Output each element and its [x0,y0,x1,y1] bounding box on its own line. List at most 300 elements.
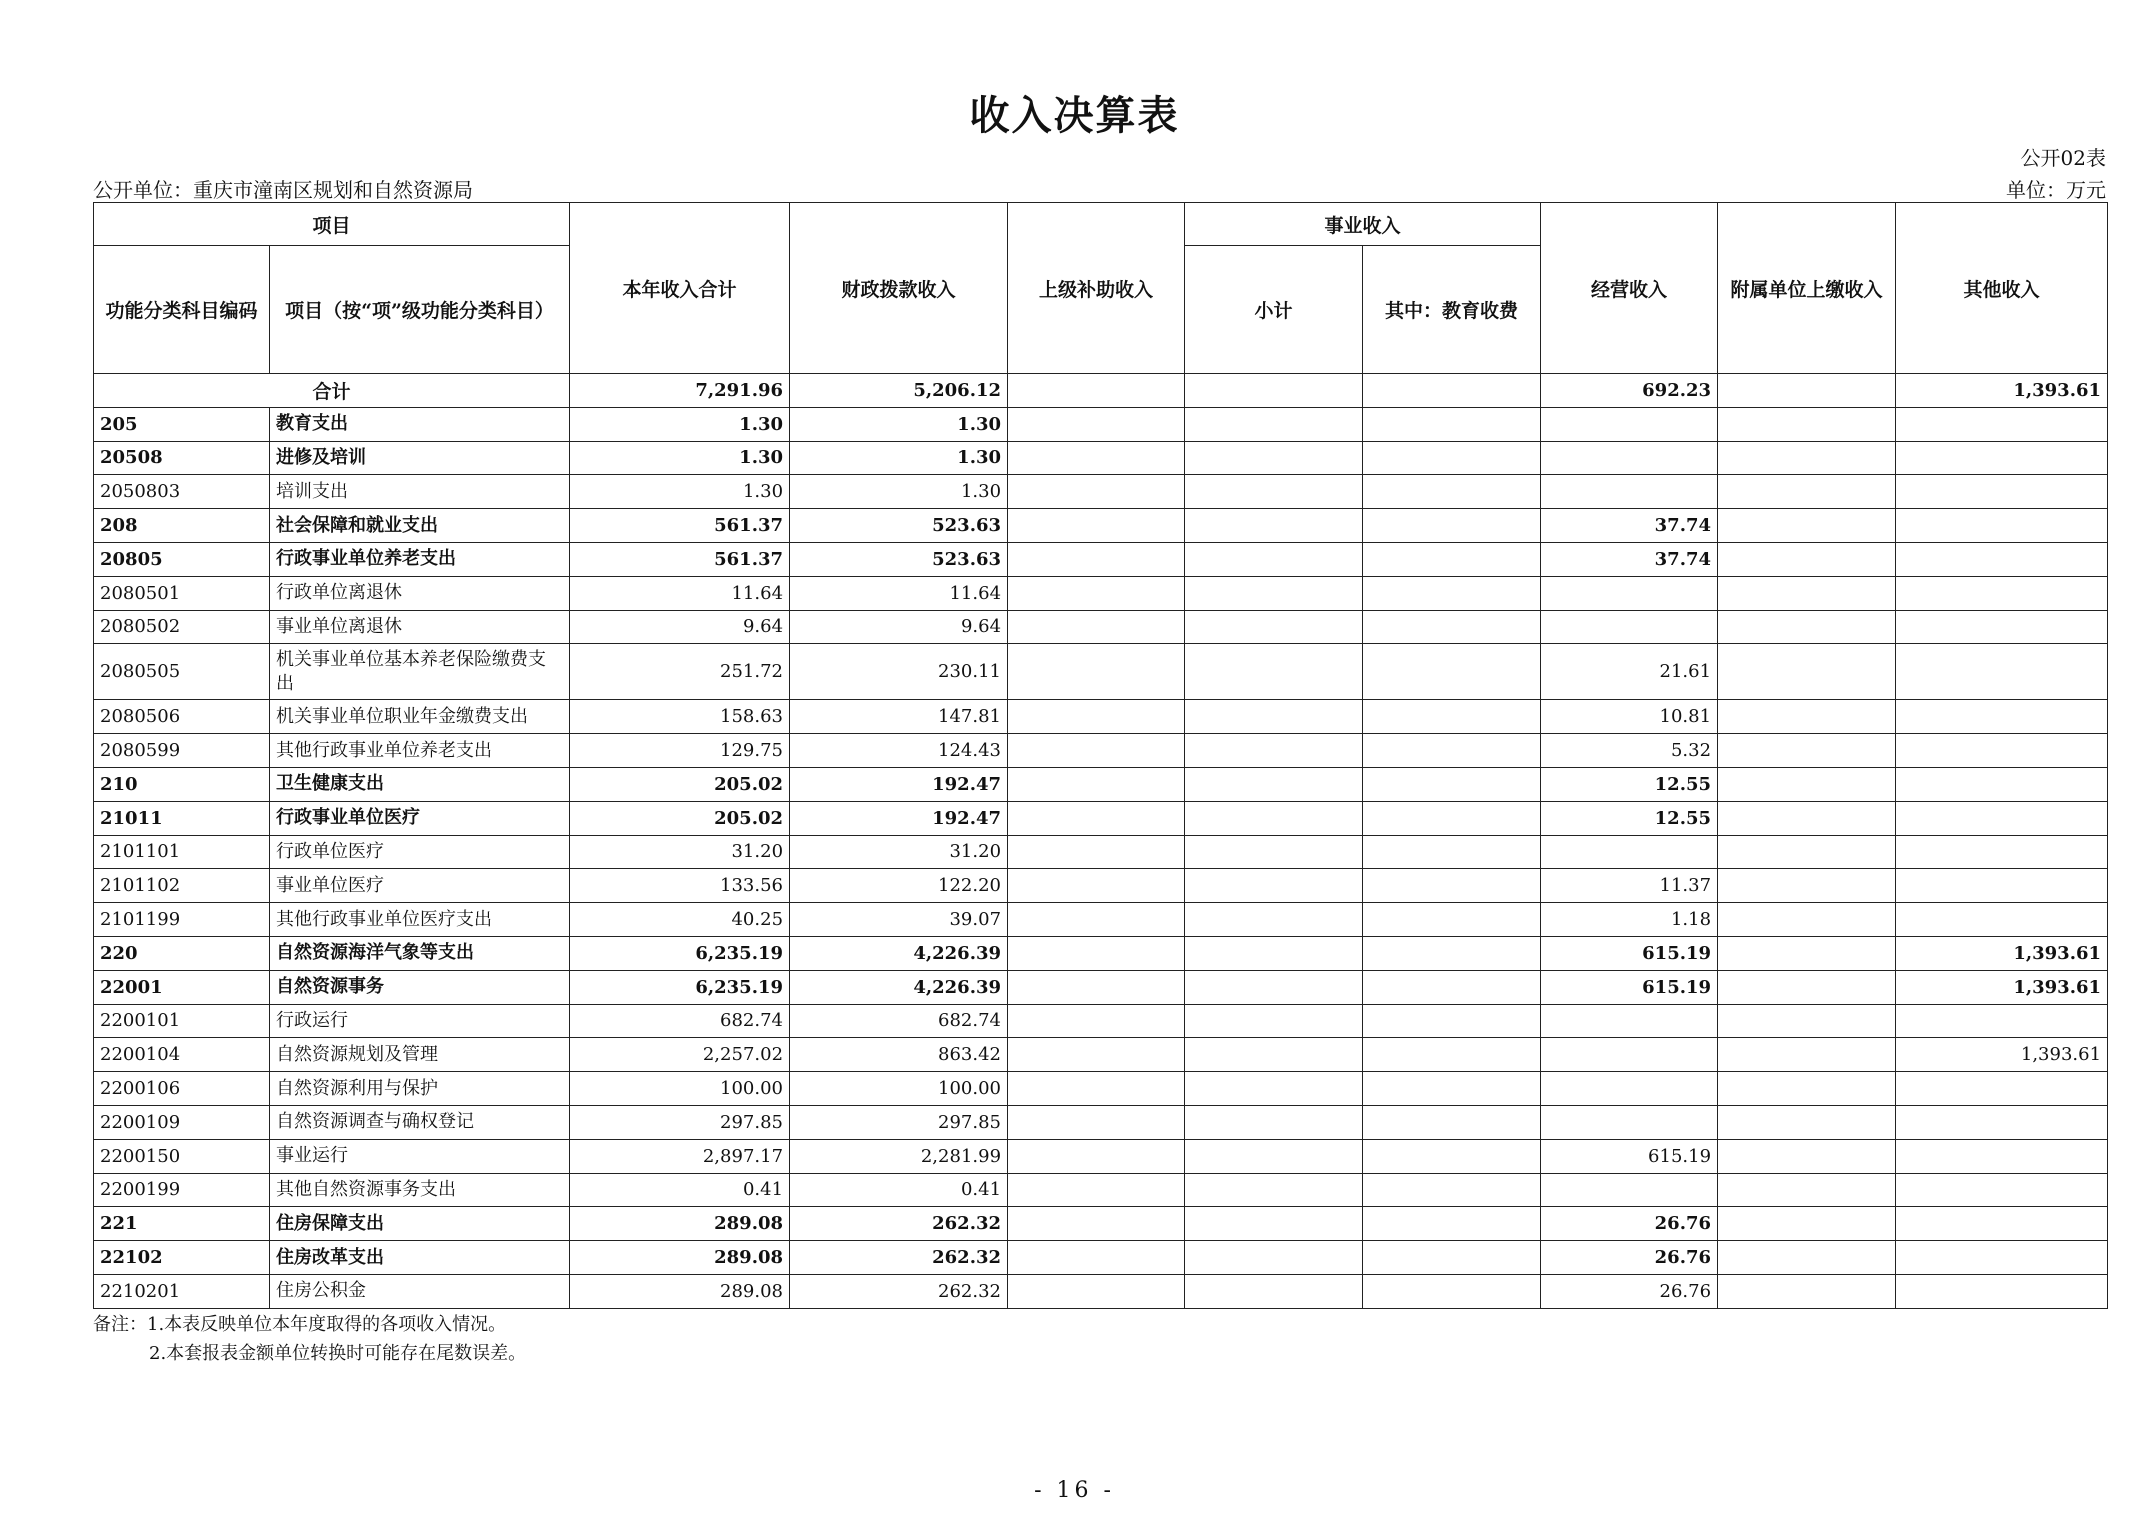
cell-operating: 615.19 [1541,970,1718,1004]
total-affiliate [1718,374,1896,408]
table-row [94,1004,2108,1038]
cell-name: 机关事业单位职业年金缴费支出 [270,700,570,734]
header-fiscal: 财政拨款收入 [790,203,1008,374]
cell-operating: 26.76 [1541,1241,1718,1275]
total-fiscal: 5,206.12 [790,374,1008,408]
cell-code: 2101102 [94,869,270,903]
cell-fiscal: 863.42 [790,1038,1008,1072]
cell-name: 其他自然资源事务支出 [270,1173,570,1207]
cell-edu [1363,644,1541,700]
table-row [94,700,2108,734]
cell-fiscal: 192.47 [790,801,1008,835]
cell-edu [1363,936,1541,970]
cell-subtotal [1185,1038,1363,1072]
cell-affiliate [1718,610,1896,644]
cell-subtotal [1185,835,1363,869]
total-other: 1,393.61 [1896,374,2108,408]
cell-fiscal: 262.32 [790,1207,1008,1241]
cell-superior [1008,509,1185,543]
cell-edu [1363,1072,1541,1106]
cell-edu [1363,475,1541,509]
cell-code: 220 [94,936,270,970]
cell-operating: 21.61 [1541,644,1718,700]
cell-code: 210 [94,767,270,801]
cell-name: 自然资源事务 [270,970,570,1004]
cell-affiliate [1718,1173,1896,1207]
cell-affiliate [1718,903,1896,937]
table-row [94,1072,2108,1106]
form-number: 公开02表 [2020,146,2106,170]
table-row [94,407,2108,441]
cell-fiscal: 297.85 [790,1105,1008,1139]
cell-code: 2200104 [94,1038,270,1072]
cell-fiscal: 122.20 [790,869,1008,903]
cell-other [1896,1004,2108,1038]
cell-code: 2080501 [94,576,270,610]
header-affiliate: 附属单位上缴收入 [1718,203,1896,374]
table-row [94,869,2108,903]
cell-fiscal: 230.11 [790,644,1008,700]
table-row [94,767,2108,801]
cell-superior [1008,903,1185,937]
cell-edu [1363,542,1541,576]
cell-superior [1008,1274,1185,1308]
cell-superior [1008,1004,1185,1038]
cell-fiscal: 192.47 [790,767,1008,801]
cell-edu [1363,970,1541,1004]
header-edu: 其中：教育收费 [1363,246,1541,374]
note-1: 备注：1.本表反映单位本年度取得的各项收入情况。 [93,1314,507,1335]
cell-code: 221 [94,1207,270,1241]
header-item: 项目 [94,203,570,246]
cell-edu [1363,767,1541,801]
table-row [94,801,2108,835]
cell-other [1896,1139,2108,1173]
cell-edu [1363,509,1541,543]
cell-affiliate [1718,734,1896,768]
cell-name: 行政单位离退休 [270,576,570,610]
cell-name: 其他行政事业单位医疗支出 [270,903,570,937]
cell-edu [1363,1105,1541,1139]
cell-subtotal [1185,1207,1363,1241]
cell-code: 2200109 [94,1105,270,1139]
cell-name: 自然资源调查与确权登记 [270,1105,570,1139]
table-row [94,441,2108,475]
cell-total: 40.25 [570,903,790,937]
cell-name: 机关事业单位基本养老保险缴费支出 [270,644,570,700]
cell-name: 卫生健康支出 [270,767,570,801]
cell-subtotal [1185,407,1363,441]
cell-subtotal [1185,610,1363,644]
table-row [94,1139,2108,1173]
cell-name: 住房保障支出 [270,1207,570,1241]
cell-affiliate [1718,475,1896,509]
cell-affiliate [1718,767,1896,801]
cell-other: 1,393.61 [1896,1038,2108,1072]
cell-superior [1008,1038,1185,1072]
cell-operating [1541,1004,1718,1038]
cell-code: 2080599 [94,734,270,768]
cell-operating: 11.37 [1541,869,1718,903]
cell-affiliate [1718,1274,1896,1308]
cell-superior [1008,1207,1185,1241]
cell-superior [1008,407,1185,441]
header-business: 事业收入 [1185,203,1541,246]
cell-name: 教育支出 [270,407,570,441]
cell-edu [1363,576,1541,610]
cell-superior [1008,835,1185,869]
cell-total: 297.85 [570,1105,790,1139]
cell-edu [1363,610,1541,644]
table-row [94,835,2108,869]
cell-operating [1541,441,1718,475]
cell-edu [1363,903,1541,937]
cell-subtotal [1185,936,1363,970]
cell-other [1896,1207,2108,1241]
cell-edu [1363,1004,1541,1038]
cell-other [1896,610,2108,644]
cell-fiscal: 31.20 [790,835,1008,869]
cell-other [1896,1072,2108,1106]
header-other: 其他收入 [1896,203,2108,374]
cell-name: 培训支出 [270,475,570,509]
cell-subtotal [1185,576,1363,610]
cell-affiliate [1718,801,1896,835]
cell-fiscal: 0.41 [790,1173,1008,1207]
table-row [94,542,2108,576]
cell-operating [1541,407,1718,441]
cell-total: 2,257.02 [570,1038,790,1072]
header-code: 功能分类科目编码 [94,246,270,374]
cell-other [1896,835,2108,869]
cell-name: 进修及培训 [270,441,570,475]
cell-subtotal [1185,1072,1363,1106]
cell-other [1896,441,2108,475]
cell-code: 2080506 [94,700,270,734]
cell-edu [1363,835,1541,869]
table-row [94,1241,2108,1275]
cell-total: 2,897.17 [570,1139,790,1173]
cell-fiscal: 124.43 [790,734,1008,768]
cell-operating: 26.76 [1541,1274,1718,1308]
cell-name: 行政事业单位养老支出 [270,542,570,576]
cell-name: 社会保障和就业支出 [270,509,570,543]
cell-total: 205.02 [570,801,790,835]
cell-code: 2080505 [94,644,270,700]
cell-other [1896,1241,2108,1275]
cell-superior [1008,1072,1185,1106]
cell-code: 2210201 [94,1274,270,1308]
cell-code: 2200101 [94,1004,270,1038]
cell-total: 6,235.19 [570,970,790,1004]
cell-subtotal [1185,441,1363,475]
cell-total: 1.30 [570,475,790,509]
cell-affiliate [1718,644,1896,700]
cell-subtotal [1185,1105,1363,1139]
table-row [94,509,2108,543]
cell-affiliate [1718,1105,1896,1139]
cell-subtotal [1185,542,1363,576]
cell-other [1896,1173,2108,1207]
cell-other [1896,475,2108,509]
cell-total: 1.30 [570,407,790,441]
cell-total: 11.64 [570,576,790,610]
cell-name: 其他行政事业单位养老支出 [270,734,570,768]
table-row [94,1105,2108,1139]
cell-total: 129.75 [570,734,790,768]
cell-superior [1008,576,1185,610]
cell-edu [1363,1038,1541,1072]
total-row [94,374,2108,408]
table-row [94,936,2108,970]
cell-superior [1008,1241,1185,1275]
cell-fiscal: 523.63 [790,542,1008,576]
cell-edu [1363,1139,1541,1173]
cell-operating: 615.19 [1541,1139,1718,1173]
cell-total: 6,235.19 [570,936,790,970]
cell-total: 561.37 [570,509,790,543]
cell-name: 自然资源利用与保护 [270,1072,570,1106]
cell-subtotal [1185,475,1363,509]
currency-unit: 单位：万元 [2006,178,2106,202]
cell-total: 0.41 [570,1173,790,1207]
table-row [94,903,2108,937]
cell-other [1896,576,2108,610]
cell-operating: 12.55 [1541,767,1718,801]
cell-operating: 37.74 [1541,542,1718,576]
header-name: 项目（按“项”级功能分类科目） [270,246,570,374]
cell-affiliate [1718,869,1896,903]
cell-other: 1,393.61 [1896,936,2108,970]
cell-total: 289.08 [570,1241,790,1275]
cell-other [1896,644,2108,700]
cell-other [1896,1274,2108,1308]
cell-fiscal: 100.00 [790,1072,1008,1106]
cell-affiliate [1718,542,1896,576]
cell-operating [1541,1038,1718,1072]
cell-other [1896,509,2108,543]
cell-affiliate [1718,1241,1896,1275]
cell-fiscal: 682.74 [790,1004,1008,1038]
cell-subtotal [1185,509,1363,543]
cell-code: 21011 [94,801,270,835]
cell-subtotal [1185,767,1363,801]
cell-subtotal [1185,1173,1363,1207]
cell-superior [1008,936,1185,970]
cell-affiliate [1718,509,1896,543]
cell-code: 2200150 [94,1139,270,1173]
cell-affiliate [1718,576,1896,610]
header-superior: 上级补助收入 [1008,203,1185,374]
cell-other [1896,700,2108,734]
total-label: 合计 [94,374,570,408]
cell-fiscal: 523.63 [790,509,1008,543]
cell-subtotal [1185,869,1363,903]
cell-other [1896,767,2108,801]
cell-code: 2101199 [94,903,270,937]
cell-edu [1363,407,1541,441]
cell-name: 事业运行 [270,1139,570,1173]
cell-code: 208 [94,509,270,543]
cell-other [1896,869,2108,903]
cell-fiscal: 1.30 [790,407,1008,441]
cell-superior [1008,869,1185,903]
cell-name: 行政单位医疗 [270,835,570,869]
cell-code: 2080502 [94,610,270,644]
cell-operating [1541,475,1718,509]
reporting-unit: 公开单位：重庆市潼南区规划和自然资源局 [93,178,473,202]
cell-total: 561.37 [570,542,790,576]
cell-operating: 12.55 [1541,801,1718,835]
cell-operating [1541,576,1718,610]
page-number: - 16 - [1034,1478,1115,1503]
cell-operating: 26.76 [1541,1207,1718,1241]
cell-subtotal [1185,644,1363,700]
cell-superior [1008,970,1185,1004]
cell-superior [1008,610,1185,644]
total-edu [1363,374,1541,408]
cell-other: 1,393.61 [1896,970,2108,1004]
cell-total: 289.08 [570,1207,790,1241]
table-row [94,475,2108,509]
cell-edu [1363,801,1541,835]
cell-subtotal [1185,734,1363,768]
cell-name: 自然资源规划及管理 [270,1038,570,1072]
cell-other [1896,734,2108,768]
table-row [94,970,2108,1004]
total-subtotal [1185,374,1363,408]
table-row [94,734,2108,768]
cell-superior [1008,700,1185,734]
cell-affiliate [1718,936,1896,970]
cell-edu [1363,441,1541,475]
cell-operating: 10.81 [1541,700,1718,734]
cell-total: 133.56 [570,869,790,903]
table-row [94,1173,2108,1207]
cell-other [1896,407,2108,441]
cell-superior [1008,441,1185,475]
cell-fiscal: 262.32 [790,1274,1008,1308]
cell-code: 2200106 [94,1072,270,1106]
cell-code: 20805 [94,542,270,576]
cell-fiscal: 2,281.99 [790,1139,1008,1173]
total-superior [1008,374,1185,408]
cell-total: 158.63 [570,700,790,734]
cell-fiscal: 262.32 [790,1241,1008,1275]
cell-superior [1008,1139,1185,1173]
cell-total: 205.02 [570,767,790,801]
cell-affiliate [1718,700,1896,734]
cell-affiliate [1718,441,1896,475]
cell-subtotal [1185,1139,1363,1173]
cell-edu [1363,1241,1541,1275]
cell-fiscal: 9.64 [790,610,1008,644]
cell-operating: 37.74 [1541,509,1718,543]
cell-fiscal: 1.30 [790,475,1008,509]
cell-name: 行政运行 [270,1004,570,1038]
income-table [93,202,2108,1309]
cell-subtotal [1185,700,1363,734]
cell-superior [1008,734,1185,768]
cell-superior [1008,475,1185,509]
table-row [94,576,2108,610]
table-row [94,610,2108,644]
cell-name: 事业单位离退休 [270,610,570,644]
cell-superior [1008,1173,1185,1207]
cell-code: 2050803 [94,475,270,509]
cell-subtotal [1185,801,1363,835]
cell-fiscal: 11.64 [790,576,1008,610]
cell-code: 20508 [94,441,270,475]
cell-other [1896,1105,2108,1139]
cell-code: 205 [94,407,270,441]
cell-fiscal: 39.07 [790,903,1008,937]
cell-operating [1541,835,1718,869]
cell-operating: 5.32 [1541,734,1718,768]
cell-fiscal: 147.81 [790,700,1008,734]
cell-affiliate [1718,970,1896,1004]
cell-name: 住房公积金 [270,1274,570,1308]
cell-name: 自然资源海洋气象等支出 [270,936,570,970]
cell-total: 100.00 [570,1072,790,1106]
cell-total: 9.64 [570,610,790,644]
cell-name: 住房改革支出 [270,1241,570,1275]
cell-operating: 615.19 [1541,936,1718,970]
cell-name: 行政事业单位医疗 [270,801,570,835]
cell-fiscal: 4,226.39 [790,936,1008,970]
total-operating: 692.23 [1541,374,1718,408]
cell-operating [1541,1105,1718,1139]
cell-subtotal [1185,1004,1363,1038]
cell-total: 682.74 [570,1004,790,1038]
cell-affiliate [1718,835,1896,869]
header-operating: 经营收入 [1541,203,1718,374]
note-2: 2.本套报表金额单位转换时可能存在尾数误差。 [149,1343,527,1364]
cell-edu [1363,869,1541,903]
cell-other [1896,801,2108,835]
page-title: 收入决算表 [969,92,1180,139]
cell-code: 2101101 [94,835,270,869]
cell-code: 22001 [94,970,270,1004]
cell-affiliate [1718,1072,1896,1106]
cell-total: 289.08 [570,1274,790,1308]
cell-affiliate [1718,1139,1896,1173]
cell-edu [1363,734,1541,768]
cell-superior [1008,1105,1185,1139]
cell-operating [1541,1173,1718,1207]
cell-superior [1008,542,1185,576]
cell-subtotal [1185,1241,1363,1275]
notes [93,1310,526,1368]
cell-code: 22102 [94,1241,270,1275]
cell-edu [1363,1207,1541,1241]
table-row [94,1207,2108,1241]
cell-other [1896,542,2108,576]
cell-affiliate [1718,1038,1896,1072]
cell-operating [1541,1072,1718,1106]
cell-operating: 1.18 [1541,903,1718,937]
cell-edu [1363,1173,1541,1207]
cell-total: 251.72 [570,644,790,700]
cell-superior [1008,801,1185,835]
cell-total: 1.30 [570,441,790,475]
header-total: 本年收入合计 [570,203,790,374]
cell-operating [1541,610,1718,644]
table-row [94,644,2108,700]
table-row [94,1038,2108,1072]
header-subtotal: 小计 [1185,246,1363,374]
cell-superior [1008,767,1185,801]
